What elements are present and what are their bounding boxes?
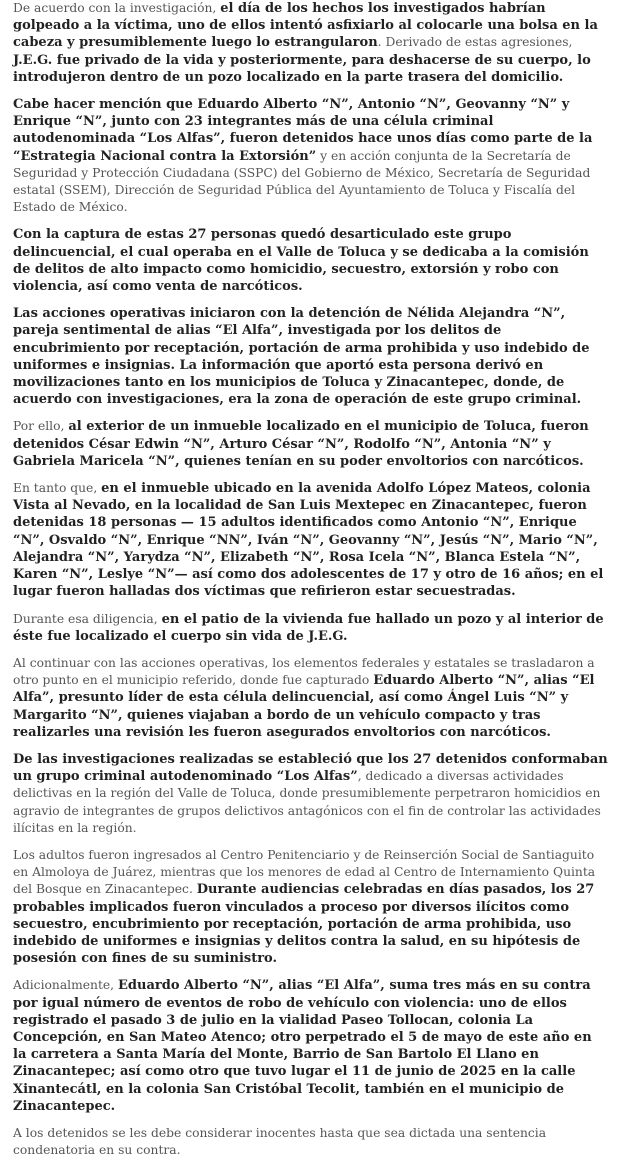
text-span-bold: Durante audiencias celebradas en días pasados, los 27 probables implicados fueron vinculados a proceso por diversos ilícitos como secuestro, encubrimiento por receptación, portación de arma prohibida, uso indebido de uniformes e insignias y delitos contra la salud, en su hipótesis de posesión con fines de su suministro. xyxy=(13,882,595,967)
text-span: De acuerdo con la investigación, xyxy=(13,1,221,15)
paragraph xyxy=(13,0,609,86)
text-span: Al continuar con las acciones operativas, los elementos federales y estatales se trasladaron a otro punto en el municipio referido, donde fue capturado xyxy=(13,655,595,688)
paragraph xyxy=(13,480,609,600)
text-span-bold: Eduardo Alberto “N”, alias “El Alfa”, presunto líder de esta célula delincuencial, así como Ángel Luis “N” y Margarito “N”, quienes viajaban a bordo de un vehículo compacto y tras realizarles una revisión les fueron asegurados envoltorios con narcóticos. xyxy=(13,673,595,740)
text-span: Por ello, xyxy=(13,419,69,434)
paragraph xyxy=(13,847,609,967)
text-span-bold: Con la captura de estas 27 personas quedó desarticulado este grupo delincuencial, el cual operaba en el Valle de Toluca y se dedicaba a la comisión de delitos de alto impacto como homicidio, secuestro, extorsión y robo con violencia, así como venta de narcóticos. xyxy=(13,227,589,295)
paragraph xyxy=(13,226,609,295)
paragraph xyxy=(13,1125,609,1159)
text-span-bold: en el patio de la vivienda fue hallado un pozo y al interior de éste fue localizado el cuerpo sin vida de J.E.G. xyxy=(13,611,604,644)
text-span-bold: J.E.G. fue privado de la vida y posteriormente, para deshacerse de su cuerpo, lo introdujeron dentro de un pozo localizado en la parte trasera del domicilio. xyxy=(13,52,591,85)
text-span: , dedicado a diversas actividades delictivas en la región del Valle de Toluca, donde presumiblemente perpetraron homicidios en agravio de integrantes de grupos delictivos antagónicos con el fin de controlar las actividades ilícitas en la región. xyxy=(13,769,601,835)
text-span-bold: Las acciones operativas iniciaron con la detención de Nélida Alejandra “N”, pareja sentimental de alias “El Alfa”, investigada por los delitos de encubrimiento por receptación, portación de arma prohibida y uso indebido de uniformes e insignias. La información que aportó esta persona derivó en movilizaciones tanto en los municipios de Toluca y Zinacantepec, donde, de acuerdo con investigaciones, era la zona de operación de este grupo criminal. xyxy=(13,306,590,408)
text-span: y en acción conjunta de la Secretaría de Seguridad y Protección Ciudadana (SSPC) del Gobierno de México, Secretaría de Seguridad estatal (SSEM), Dirección de Seguridad Pública del Ayuntamiento de Toluca y Fiscalía del Estado de México. xyxy=(13,148,591,215)
paragraph xyxy=(13,96,609,216)
text-span-bold: Eduardo Alberto “N”, alias “El Alfa”, suma tres más en su contra por igual número de eventos de robo de vehículo con violencia: uno de ellos registrado el pasado 3 de julio en la vialidad Paseo Tollocan, colonia La Concepción, en San Mateo Atenco; otro perpetrado el 5 de mayo de este año en la carretera a Santa María del Monte, Barrio de San Bartolo El Llano en Zinacantepec; así como otro que tuvo lugar el 11 de junio de 2025 en la calle Xinantecátl, en la colonia San Cristóbal Tecolit, también en el municipio de Zinacantepec. xyxy=(13,978,592,1114)
text-span-bold: al exterior de un inmueble localizado en el municipio de Toluca, fueron detenidos César Edwin “N”, Arturo César “N”, Rodolfo “N”, Antonia “N” y Gabriela Maricela “N”, quienes tenían en su poder envoltorios con narcóticos. xyxy=(13,419,589,469)
article-body xyxy=(13,0,609,1169)
text-span-bold: el día de los hechos los investigados habrían golpeado a la víctima, uno de ellos intentó asfixiarlo al colocarle una bolsa en la cabeza y presumiblemente luego lo estrangularon xyxy=(13,1,598,51)
paragraph xyxy=(13,655,609,741)
text-span: Los adultos fueron ingresados al Centro Penitenciario y de Reinserción Social de Santiaguito en Almoloya de Juárez, mientras que los menores de edad al Centro de Internamiento Quinta del Bosque en Zinacantepec. xyxy=(13,847,596,897)
paragraph xyxy=(13,305,609,408)
text-span: . Derivado de estas agresiones, xyxy=(377,35,573,50)
text-span-bold: Cabe hacer mención que Eduardo Alberto “N”, Antonio “N”, Geovanny “N” y Enrique “N”, junto con 23 integrantes más de una célula criminal autodenominada “Los Alfas”, fueron detenidos hace unos días como parte de la “Estrategia Nacional contra la Extorsión” xyxy=(13,97,593,164)
text-span-bold: en el inmueble ubicado en la avenida Adolfo López Mateos, colonia Vista al Nevado, en la localidad de San Luis Mextepec en Zinacantepec, fueron detenidas 18 personas — 15 adultos identificados como Antonio “N”, Enrique “N”, Osvaldo “N”, Enrique “NN”, Iván “N”, Geovanny “N”, Jesús “N”, Mario “N”, Alejandra “N”, Yarydza “N”, Elizabeth “N”, Rosa Icela “N”, Blanca Estela “N”, Karen “N”, Leslye “N”— así como dos adolescentes de 17 y otro de 16 años; en el lugar fueron halladas dos víctimas que refirieron estar secuestradas. xyxy=(13,481,604,600)
text-span: En tanto que, xyxy=(13,481,102,496)
paragraph xyxy=(13,418,609,470)
text-span: Adicionalmente, xyxy=(13,978,118,993)
paragraph xyxy=(13,611,609,645)
paragraph xyxy=(13,751,609,837)
text-span: Durante esa diligencia, xyxy=(13,611,162,626)
text-span-bold: De las investigaciones realizadas se estableció que los 27 detenidos conformaban un grupo criminal autodenominado “Los Alfas” xyxy=(13,751,608,785)
paragraph xyxy=(13,977,609,1115)
text-span: A los detenidos se les debe considerar inocentes hasta que sea dictada una sentencia condenatoria en su contra. xyxy=(13,1125,547,1158)
